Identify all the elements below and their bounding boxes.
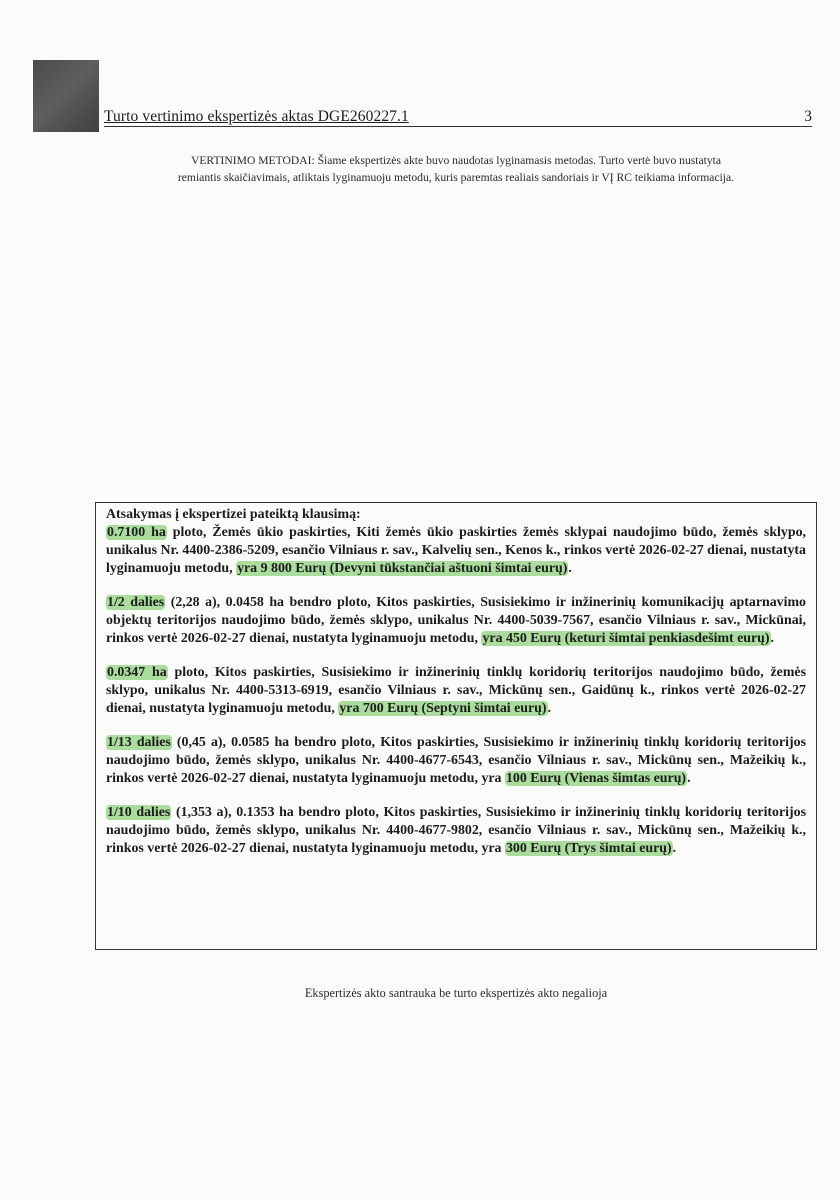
method-line-1: VERTINIMO METODAI: Šiame ekspertizės akte buvo naudotas lyginamasis metodas. Turto vertė buvo nustatyta (190, 154, 722, 167)
sentence-end: . (770, 631, 775, 646)
highlighted-share: 0.0347 ha (107, 665, 167, 680)
answer-item (106, 734, 806, 788)
answer-item (106, 664, 806, 718)
answer-item (106, 804, 806, 858)
sentence-end: . (547, 701, 552, 716)
parcel-description: (1,353 a), 0.1353 ha bendro ploto, Kitos paskirties, Susisiekimo ir inžinerinių tinklų koridorių teritorijos naudojimo būdo, žemės sklypo, unikalus Nr. 4400-4677-9802, esančio Vilniaus r. sav., Mickūnų sen., Mažeikių k., rinkos vertė 2026-02-27 dienai, nustatyta lyginamuoju metodu, yra (106, 805, 806, 856)
highlighted-value: 300 Eurų (Trys šimtai eurų) (505, 841, 672, 856)
sentence-end: . (568, 561, 572, 576)
highlighted-share: 1/13 dalies (107, 735, 171, 750)
valuation-method-note (106, 152, 806, 186)
highlighted-value: 100 Eurų (Vienas šimtas eurų) (505, 771, 687, 786)
parcel-description: ploto, Kitos paskirties, Susisiekimo ir inžinerinių tinklų koridorių teritorijos naudojimo būdo, žemės sklypo, unikalus Nr. 4400-5313-6919, esančio Vilniaus r. sav., Mickūnų sen., Gaidūnų k., rinkos vertė 2026-02-27 dienai, nustatyta lyginamuoju metodu, (106, 665, 806, 716)
sentence-end: . (687, 771, 691, 786)
highlighted-share: 1/10 dalies (107, 805, 171, 820)
sentence-end: . (672, 841, 677, 856)
highlighted-value: yra 9 800 Eurų (Devyni tūkstančiai aštuoni šimtai eurų) (237, 561, 568, 576)
scan-artifact (33, 60, 99, 132)
answer-item (106, 524, 806, 578)
method-line-2: remiantis skaičiavimais, atliktais lyginamuoju metodu, kuris paremtas realiais sandoriais ir VĮ RC teikiama informacija. (177, 171, 735, 184)
answer-title: Atsakymas į ekspertizei pateiktą klausimą: (106, 507, 361, 522)
page-number: 3 (804, 108, 812, 125)
highlighted-value: yra 450 Eurų (keturi šimtai penkiasdešimt eurų) (482, 631, 770, 646)
document-title: Turto vertinimo ekspertizės aktas DGE260227.1 (104, 108, 409, 125)
document-header (104, 108, 812, 127)
parcel-description: (2,28 a), 0.0458 ha bendro ploto, Kitos paskirties, Susisiekimo ir inžinerinių komunikacijų aptarnavimo objektų teritorijos naudojimo būdo, žemės sklypo, unikalus Nr. 4400-5039-7567, esančio Vilniaus r. sav., Mickūnai, rinkos vertė 2026-02-27 dienai, nustatyta lyginamuoju metodu, (106, 595, 806, 646)
highlighted-share: 0.7100 ha (107, 525, 166, 540)
parcel-description: (0,45 a), 0.0585 ha bendro ploto, Kitos paskirties, Susisiekimo ir inžinerinių tinklų koridorių teritorijos naudojimo būdo, žemės sklypo, unikalus Nr. 4400-4677-6543, esančio Vilniaus r. sav., Mickūnų sen., Mažeikių k., rinkos vertė 2026-02-27 dienai, nustatyta lyginamuoju metodu, yra (106, 735, 806, 786)
answer-box (95, 502, 817, 950)
answer-item (106, 594, 806, 648)
highlighted-value: yra 700 Eurų (Septyni šimtai eurų) (339, 701, 547, 716)
summary-validity-note: Ekspertizės akto santrauka be turto ekspertizės akto negalioja (304, 986, 608, 1000)
parcel-description: ploto, Žemės ūkio paskirties, Kiti žemės ūkio paskirties žemės sklypai naudojimo būdo, žemės sklypo, unikalus Nr. 4400-2386-5209, esančio Vilniaus r. sav., Kalvelių sen., Kenos k., rinkos vertė 2026-02-27 dienai, nustatyta lyginamuoju metodu, (106, 525, 806, 576)
highlighted-share: 1/2 dalies (107, 595, 165, 610)
